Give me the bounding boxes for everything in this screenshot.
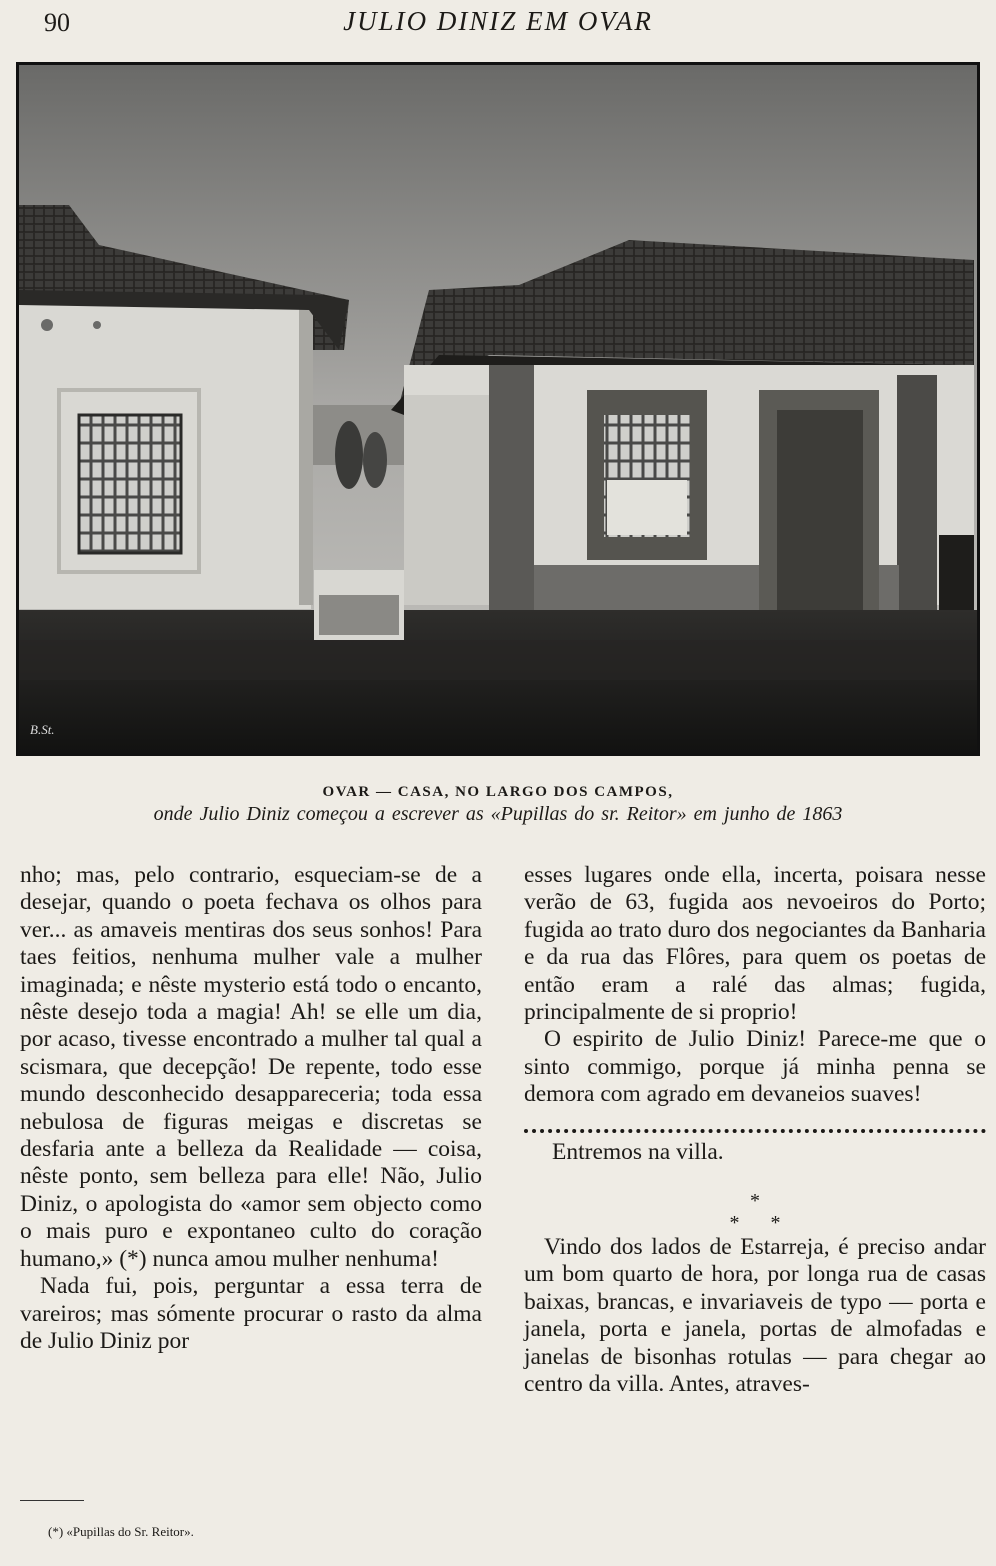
photograph-houses bbox=[16, 62, 980, 756]
photographer-monogram: B.St. bbox=[30, 722, 55, 737]
asterism-star-top: * bbox=[750, 1190, 760, 1213]
text-column-right bbox=[524, 862, 986, 1399]
footnote-rule bbox=[20, 1500, 84, 1501]
paragraph: O espirito de Julio Diniz! Parece-me que o sinto commigo, porque já minha penna se demora com agrado em devaneios suaves! bbox=[524, 1026, 986, 1108]
paragraph: esses lugares onde ella, incerta, poisara nesse verão de 63, fugida aos nevoeiros do Porto; fugida ao trato duro dos negociantes da Banharia e da rua das Flôres, para quem os poetas de então eram a ralé das almas; fugida, principalmente de si proprio! bbox=[524, 862, 986, 1026]
paragraph: Nada fui, pois, perguntar a essa terra de vareiros; mas sómente procurar o rasto da alma de Julio Diniz por bbox=[20, 1273, 482, 1354]
page-header bbox=[0, 4, 996, 44]
photo-caption bbox=[0, 784, 996, 826]
caption-title: OVAR — CASA, NO LARGO DOS CAMPOS, bbox=[322, 784, 674, 800]
footnote: (*) «Pupillas do Sr. Reitor». bbox=[48, 1524, 194, 1539]
paragraph: Vindo dos lados de Estarreja, é preciso andar um bom quarto de hora, por longa rua de casas baixas, brancas, e invariaveis de typo — porta e janela, porta e janela, portas de almofadas e janelas de bisonhas rotulas — para chegar ao centro da villa. Antes, atraves- bbox=[524, 1234, 986, 1398]
dotted-divider bbox=[524, 1129, 986, 1139]
paragraph: nho; mas, pelo contrario, esqueciam-se de a desejar, quando o poeta fechava os olhos para ver... as amaveis mentiras dos seus sonhos! Para taes feitios, nenhuma mulher vale a mulher imaginada; e nêste mysterio está todo o encanto, nêste desejo toda a magia! Ah! se elle um dia, por acaso, tivesse encontrado a mulher tal qual a scismara, que decepção! De repente, todo esse mundo desconhecido desappareceria; toda essa nebulosa de figuras meigas e discretas se desfaria ante a belleza da Realidade — coisa, nêste ponto, sem belleza para elle! Não, Julio Diniz, o apologista do «amor sem objecto como o mais puro e expontaneo culto do coração humano,» (*) nunca amou mulher nenhuma! bbox=[20, 862, 482, 1272]
running-title: JULIO DINIZ EM OVAR bbox=[343, 6, 653, 36]
page-number: 90 bbox=[44, 8, 70, 37]
asterism-stars-bottom: * * bbox=[729, 1212, 781, 1235]
text-column-left bbox=[20, 862, 482, 1355]
section-line: Entremos na villa. bbox=[552, 1138, 724, 1165]
photo-illustration bbox=[19, 65, 977, 753]
caption-subtitle: onde Julio Diniz começou a escrever as «Pupillas do sr. Reitor» em junho de 1863 bbox=[153, 803, 843, 825]
asterism-divider bbox=[524, 1190, 986, 1234]
